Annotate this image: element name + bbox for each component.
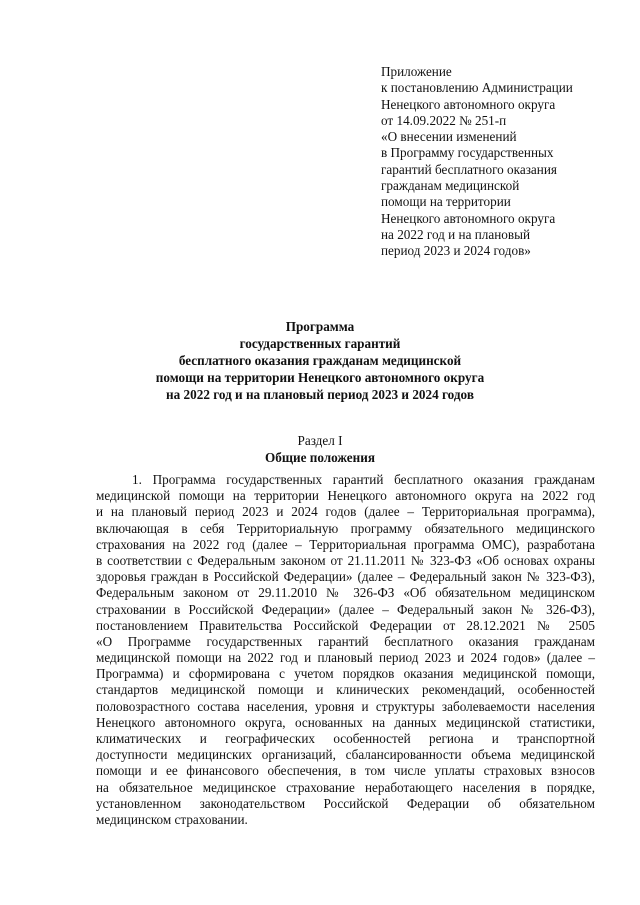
- paragraph-line: половозрастного состава населения, уровня и структуры заболеваемости населения: [96, 698, 595, 714]
- paragraph-line: установленном законодательством Российской Федерации об обязательном: [96, 795, 595, 811]
- paragraph-line: постановлением Правительства Российской Федерации от 28.12.2021 № 2505: [96, 617, 595, 633]
- appendix-line: Приложение: [381, 64, 452, 79]
- section-heading: [100, 432, 540, 466]
- appendix-line: на 2022 год и на плановый: [381, 226, 531, 242]
- paragraph-line: в соответствии с Федеральным законом от 21.11.2011 № 323-ФЗ «Об основах охраны: [96, 552, 595, 568]
- appendix-line: помощи на территории: [381, 194, 511, 210]
- appendix-line: к постановлению Администрации: [381, 80, 573, 96]
- paragraph-line: медицинской помощи на территории Ненецкого автономного округа на 2022 год: [96, 488, 595, 504]
- paragraph-line: на обязательное медицинское страхование неработающего населения в порядке,: [96, 779, 595, 795]
- title-line: на 2022 год и на плановый период 2023 и 2024 годов: [166, 387, 474, 402]
- appendix-line: гражданам медицинской: [381, 178, 520, 194]
- paragraph-line: Ненецкого автономного округа, основанных на данных медицинской статистики,: [96, 714, 595, 730]
- title-line: помощи на территории Ненецкого автономного округа: [155, 370, 485, 385]
- paragraph-line: «О Программе государственных гарантий бесплатного оказания гражданам: [96, 633, 595, 649]
- appendix-line: в Программу государственных: [381, 145, 554, 161]
- appendix-line: период 2023 и 2024 годов»: [381, 243, 531, 259]
- appendix-line: Ненецкого автономного округа: [381, 210, 556, 226]
- document-title: [100, 318, 540, 403]
- paragraph-line: стандартов медицинской помощи и клинических рекомендаций, особенностей: [96, 682, 595, 698]
- paragraph-line: страховании в Российской Федерации» (далее – Федеральный закон № 326-ФЗ),: [96, 601, 595, 617]
- paragraph-line: помощи и ее финансового обеспечения, в том числе уплаты страховых взносов: [96, 763, 595, 779]
- paragraph-line: доступности медицинских организаций, сбалансированности объема медицинской: [96, 747, 595, 763]
- paragraph-line: 1. Программа государственных гарантий бесплатного оказания гражданам: [132, 472, 595, 487]
- paragraph-line: медицинской помощи на 2022 год и плановый период 2023 и 2024 годов» (далее –: [96, 650, 595, 666]
- title-line: бесплатного оказания гражданам медицинской: [178, 353, 462, 368]
- appendix-line: Ненецкого автономного округа: [381, 96, 556, 112]
- paragraph-line: Федеральным законом от 29.11.2010 № 326-ФЗ «Об обязательном медицинском: [96, 585, 595, 601]
- paragraph-line: включающая в себя Территориальную программу обязательного медицинского: [96, 520, 595, 536]
- paragraph-line: и на плановый период 2023 и 2024 годов (далее – Территориальная программа),: [96, 504, 595, 520]
- paragraph-line: здоровья граждан в Российской Федерации» (далее – Федеральный закон № 323-ФЗ),: [96, 569, 595, 585]
- appendix-line: гарантий бесплатного оказания: [381, 161, 557, 177]
- paragraph-line: медицинском страховании.: [96, 811, 248, 827]
- section-name: Общие положения: [265, 450, 375, 465]
- appendix-line: «О внесении изменений: [381, 129, 517, 145]
- paragraph-line: климатических и географических особенностей региона и транспортной: [96, 731, 595, 746]
- appendix-reference: [381, 64, 621, 260]
- appendix-line: от 14.09.2022 № 251-п: [381, 112, 507, 128]
- paragraph-line: Программа) и сформирована с учетом порядков оказания медицинской помощи,: [96, 666, 595, 682]
- title-line: Программа: [285, 319, 355, 334]
- paragraph-line: страхования на 2022 год (далее – Территориальная программа ОМС), разработана: [96, 536, 595, 552]
- body-paragraph: [96, 472, 595, 828]
- title-line: государственных гарантий: [239, 336, 401, 351]
- section-number: Раздел I: [297, 433, 343, 448]
